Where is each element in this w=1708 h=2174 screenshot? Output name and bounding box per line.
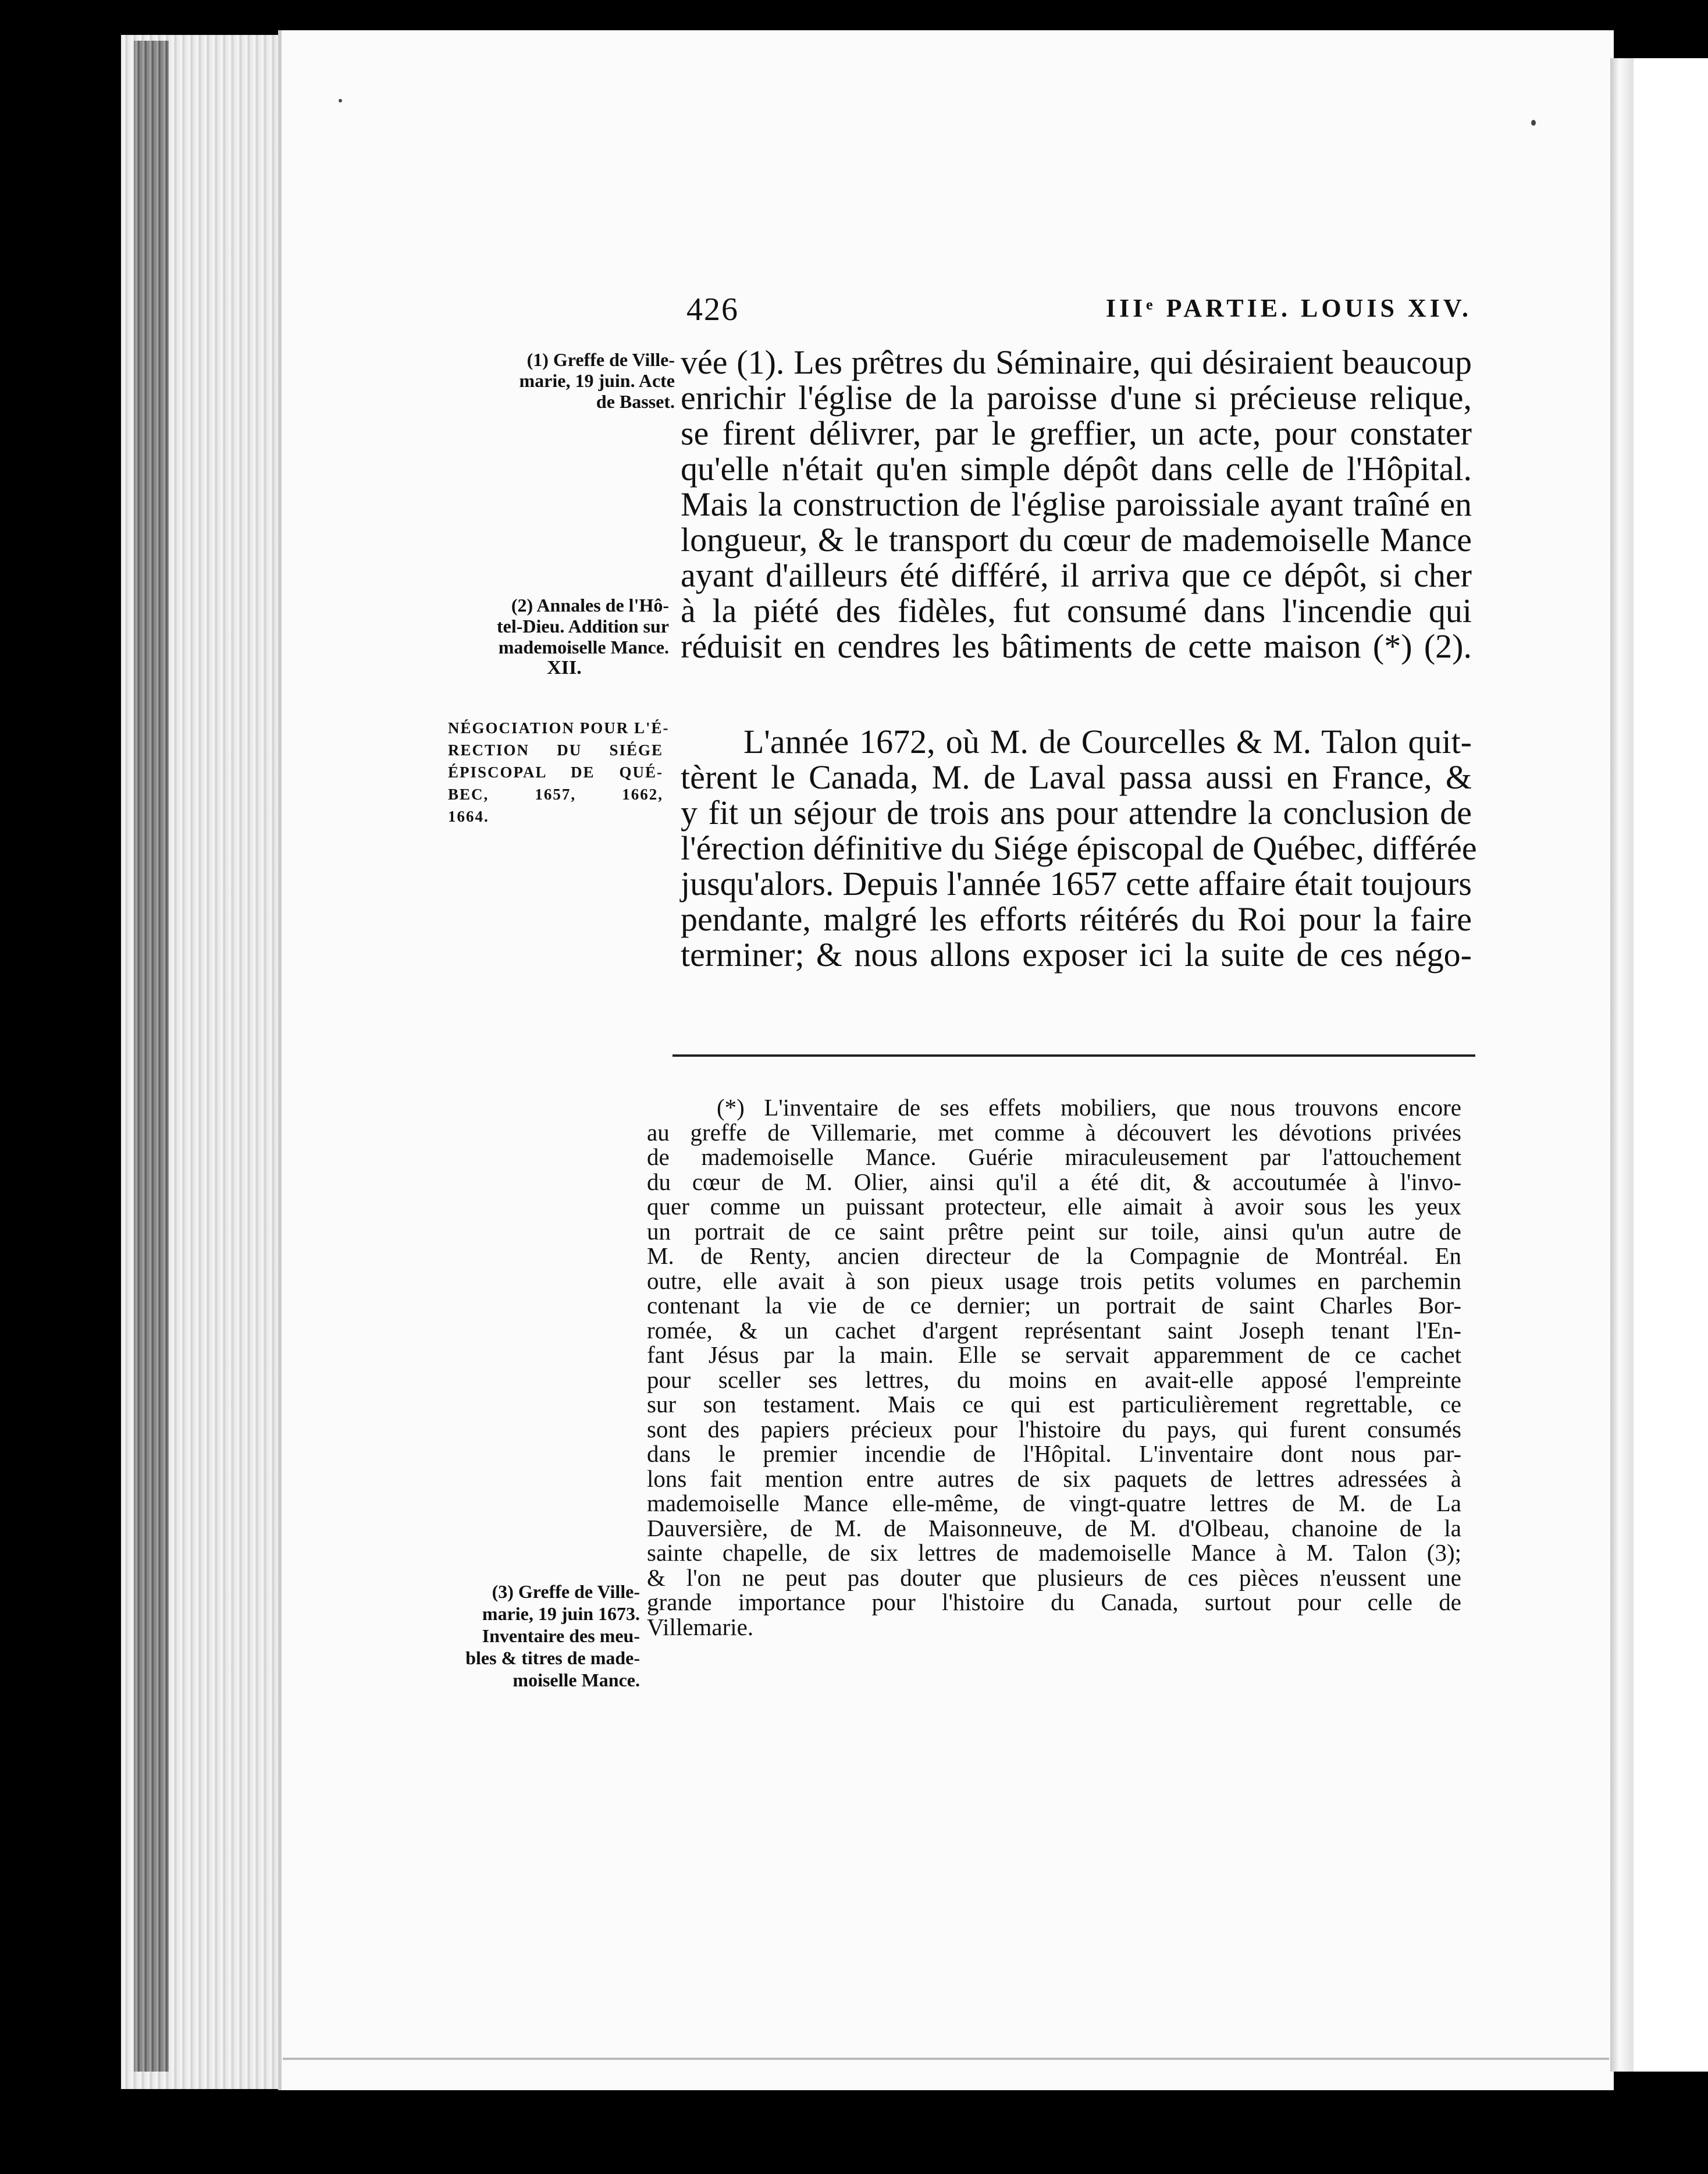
footnote-separator-rule (672, 1054, 1475, 1057)
section-title-margin (448, 717, 670, 827)
text-line: Mais la construction de l'église paroissiale ayant traîné en (681, 485, 1472, 523)
footnote-line: mademoiselle Mance elle-même, de vingt-quatre lettres de M. de La (647, 1490, 1461, 1516)
running-header (686, 291, 1472, 338)
footnote-line: un portrait de ce saint prêtre peint sur toile, ainsi qu'un autre de (647, 1217, 1461, 1245)
margin-line: bles & titres de made- (465, 1647, 640, 1668)
text-line: réduisit en cendres les bâtiments de cette maison (*) (2). (681, 627, 1472, 665)
footnote-line: quer comme un puissant protecteur, elle aimait à avoir sous les yeux (647, 1193, 1461, 1220)
footnote-line: (*) L'inventaire de ses effets mobiliers, que nous trouvons encore (717, 1094, 1461, 1121)
text-line: L'année 1672, où M. de Courcelles & M. Talon quit- (743, 723, 1472, 761)
footnote-line: sur son testament. Mais ce qui est particulièrement regrettable, ce (647, 1391, 1461, 1418)
margin-line: marie, 19 juin. Acte (519, 370, 675, 391)
text-line: pendante, malgré les efforts réitérés du Roi pour la faire (681, 900, 1472, 938)
text-line: se firent délivrer, par le greffier, un acte, pour constater (681, 414, 1472, 452)
text-line: qu'elle n'était qu'en simple dépôt dans celle de l'Hôpital. (681, 450, 1472, 488)
margin-note-1 (454, 349, 675, 412)
margin-line: NÉGOCIATION POUR L'É- (448, 719, 670, 737)
footnote-line: de mademoiselle Mance. Guérie miraculeusement par l'attouchement (647, 1143, 1461, 1170)
text-line: à la piété des fidèles, fut consumé dans l'incendie qui (681, 592, 1472, 630)
footnote-line: Villemarie. (647, 1613, 754, 1640)
margin-line: tel-Dieu. Addition sur (496, 616, 669, 637)
margin-line: ÉPISCOPAL DE QUÉ- (448, 763, 663, 781)
book-page (278, 30, 1614, 2090)
footnote-line: au greffe de Villemarie, met comme à découvert les dévotions privées (647, 1118, 1461, 1146)
page-bottom-edge (283, 2058, 1609, 2060)
footnote-line: grande importance pour l'histoire du Canada, surtout pour celle de (647, 1589, 1461, 1615)
text-line: jusqu'alors. Depuis l'année 1657 cette affaire était toujours (681, 865, 1472, 903)
footnote-line: du cœur de M. Olier, ainsi qu'il a été dit, & accoutumée à l'invo- (647, 1168, 1461, 1195)
running-title: IIIᵉ PARTIE. LOUIS XIV. (1105, 294, 1472, 322)
footnote-line: lons fait mention entre autres de six paquets de lettres adressées à (647, 1465, 1461, 1492)
text-line: ayant d'ailleurs été différé, il arriva que ce dépôt, si cher (681, 556, 1472, 594)
page-number: 426 (686, 292, 739, 328)
margin-note-2 (454, 595, 669, 658)
text-line: vée (1). Les prêtres du Séminaire, qui désiraient beaucoup (681, 343, 1472, 381)
speck (1531, 120, 1536, 126)
footnote-line: Dauversière, de M. de Maisonneuve, de M. d'Olbeau, chanoine de la (647, 1514, 1461, 1541)
margin-line: mademoiselle Mance. (498, 637, 669, 658)
text-line: l'érection définitive du Siége épiscopal de Québec, différée (681, 829, 1477, 867)
footnote (647, 1095, 1461, 1639)
footnote-line: M. de Renty, ancien directeur de la Compagnie de Montréal. En (647, 1242, 1461, 1269)
text-line: tèrent le Canada, M. de Laval passa aussi en France, & (681, 758, 1472, 796)
text-line: terminer; & nous allons exposer ici la suite de ces négo- (681, 936, 1472, 974)
section-number: XII. (547, 657, 582, 679)
margin-line: 1664. (448, 808, 489, 825)
margin-line: marie, 19 juin 1673. (482, 1603, 640, 1624)
footnote-line: pour sceller ses lettres, du moins en avait-elle apposé l'empreinte (647, 1366, 1461, 1393)
margin-note-3 (419, 1580, 640, 1691)
margin-line: (1) Greffe de Ville- (526, 349, 675, 370)
margin-line: de Basset. (596, 391, 675, 412)
footnote-line: sont des papiers précieux pour l'histoire du pays, qui furent consumés (647, 1415, 1461, 1443)
margin-line: BEC, 1657, 1662, (448, 786, 663, 803)
body-paragraph-1 (681, 344, 1472, 664)
margin-line: Inventaire des meu- (482, 1625, 640, 1646)
book-spine-shadow (134, 41, 169, 2072)
margin-line: RECTION DU SIÉGE (448, 741, 663, 759)
margin-line: (2) Annales de l'Hô- (511, 595, 669, 616)
speck (339, 99, 342, 102)
body-paragraph-2 (681, 723, 1477, 974)
footnote-line: outre, elle avait à son pieux usage trois petits volumes en parchemin (647, 1267, 1461, 1294)
footnote-line: & l'on ne peut pas douter que plusieurs de ces pièces n'eussent une (647, 1564, 1461, 1591)
footnote-line: romée, & un cachet d'argent représentant saint Joseph tenant l'En- (647, 1316, 1461, 1344)
facing-page-blank (1634, 58, 1708, 2072)
facing-page-edge (1610, 58, 1634, 2072)
text-line: enrichir l'église de la paroisse d'une si précieuse relique, (681, 379, 1472, 417)
margin-line: moiselle Mance. (513, 1669, 640, 1690)
footnote-line: sainte chapelle, de six lettres de mademoiselle Mance à M. Talon (3); (647, 1539, 1461, 1566)
text-line: y fit un séjour de trois ans pour attendre la conclusion de (681, 794, 1472, 832)
footnote-line: fant Jésus par la main. Elle se servait apparemment de ce cachet (647, 1341, 1461, 1368)
footnote-line: dans le premier incendie de l'Hôpital. L'inventaire dont nous par- (647, 1440, 1461, 1467)
margin-line: (3) Greffe de Ville- (492, 1581, 640, 1602)
footnote-line: contenant la vie de ce dernier; un portrait de saint Charles Bor- (647, 1292, 1461, 1319)
text-line: longueur, & le transport du cœur de mademoiselle Mance (681, 521, 1472, 559)
